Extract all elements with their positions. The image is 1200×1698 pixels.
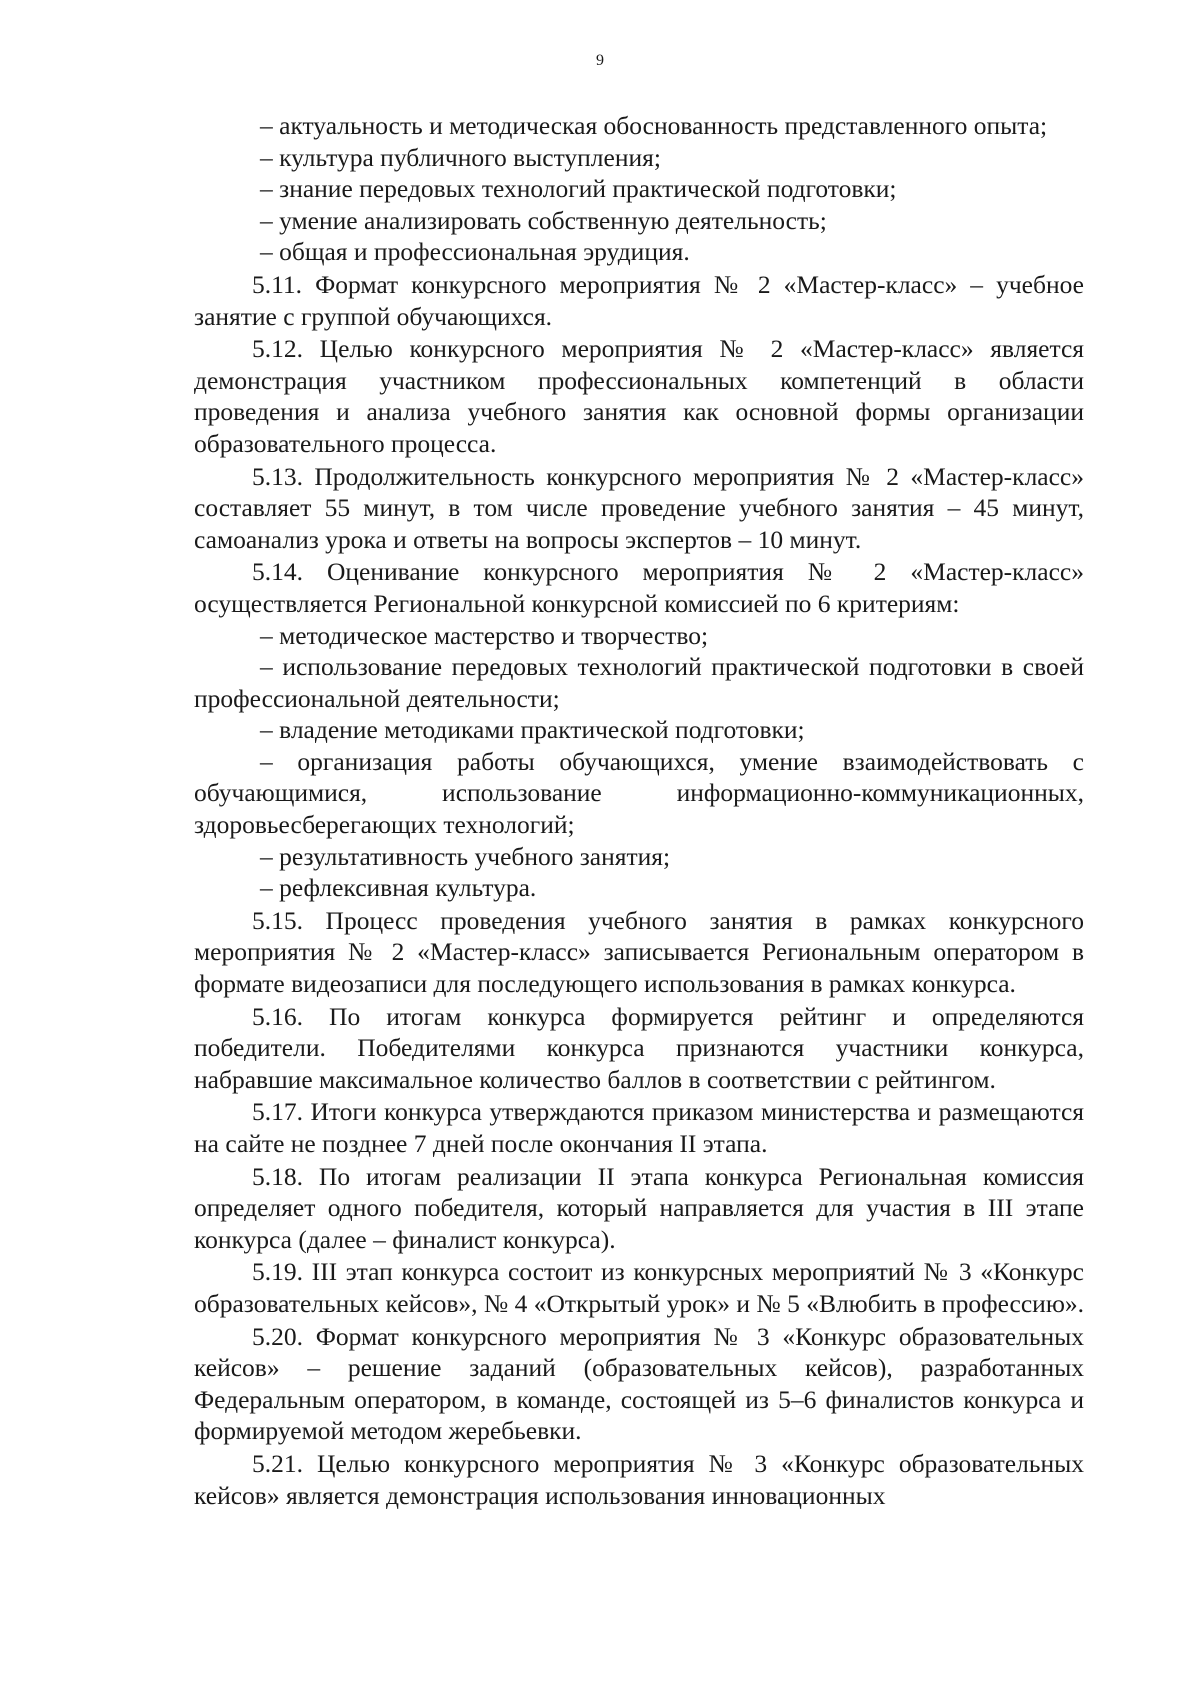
paragraph: 5.20. Формат конкурсного мероприятия № 3 «Конкурс образовательных кейсов» – решение заданий (образовательных кейсов), разработанных Федеральным оператором, в команде, состоящей из 5–6 финалистов конкурса и формируемой методом жеребьевки.	[194, 1321, 1084, 1446]
list-item: – организация работы обучающихся, умение взаимодействовать с обучающимися, использование информационно-коммуникационных, здоровьесберегающих технологий;	[194, 746, 1084, 840]
document-body	[194, 110, 1084, 1511]
list-item: – рефлексивная культура.	[260, 873, 537, 903]
list-item: – актуальность и методическая обоснованность представленного опыта;	[260, 111, 1048, 140]
paragraph: 5.14. Оценивание конкурсного мероприятия № 2 «Мастер-класс» осуществляется Региональной конкурсной комиссией по 6 критериям:	[194, 557, 1084, 618]
page-number: 9	[596, 52, 604, 69]
paragraph: 5.19. III этап конкурса состоит из конкурсных мероприятий № 3 «Конкурс образовательных кейсов», № 4 «Открытый урок» и № 5 «Влюбить в профессию».	[194, 1257, 1084, 1318]
paragraph: 5.15. Процесс проведения учебного занятия в рамках конкурсного мероприятия № 2 «Мастер-класс» записывается Региональным оператором в формате видеозаписи для последующего использования в рамках конкурса.	[194, 905, 1084, 999]
paragraph: 5.18. По итогам реализации II этапа конкурса Региональная комиссия определяет одного победителя, который направляется для участия в III этапе конкурса (далее – финалист конкурса).	[194, 1161, 1084, 1254]
paragraph: 5.17. Итоги конкурса утверждаются приказом министерства и размещаются на сайте не позднее 7 дней после окончания II этапа.	[194, 1097, 1084, 1158]
paragraph: 5.13. Продолжительность конкурсного мероприятия № 2 «Мастер-класс» составляет 55 минут, в том числе проведение учебного занятия – 45 минут, самоанализ урока и ответы на вопросы экспертов – 10 минут.	[194, 461, 1084, 554]
list-item: – культура публичного выступления;	[260, 142, 661, 172]
paragraph: 5.21. Целью конкурсного мероприятия № 3 «Конкурс образовательных кейсов» является демонстрация использования инновационных	[194, 1448, 1084, 1510]
list-item: – владение методиками практической подготовки;	[260, 715, 805, 745]
paragraph: 5.11. Формат конкурсного мероприятия № 2 «Мастер-класс» – учебное занятие с группой обучающихся.	[194, 269, 1084, 331]
list-item: – умение анализировать собственную деятельность;	[260, 205, 827, 235]
list-item: – использование передовых технологий практической подготовки в своей профессиональной деятельности;	[194, 652, 1084, 713]
list-item: – методическое мастерство и творчество;	[260, 620, 709, 650]
paragraph: 5.16. По итогам конкурса формируется рейтинг и определяются победители. Победителями конкурса признаются участники конкурса, набравшие максимальное количество баллов в соответствии с рейтингом.	[194, 1001, 1084, 1094]
list-item: – знание передовых технологий практической подготовки;	[260, 174, 897, 204]
list-item: – общая и профессиональная эрудиция.	[260, 237, 690, 267]
list-item: – результативность учебного занятия;	[260, 841, 671, 871]
paragraph: 5.12. Целью конкурсного мероприятия № 2 «Мастер-класс» является демонстрация участником профессиональных компетенций в области проведения и анализа учебного занятия как основной формы организации образовательного процесса.	[194, 334, 1084, 458]
